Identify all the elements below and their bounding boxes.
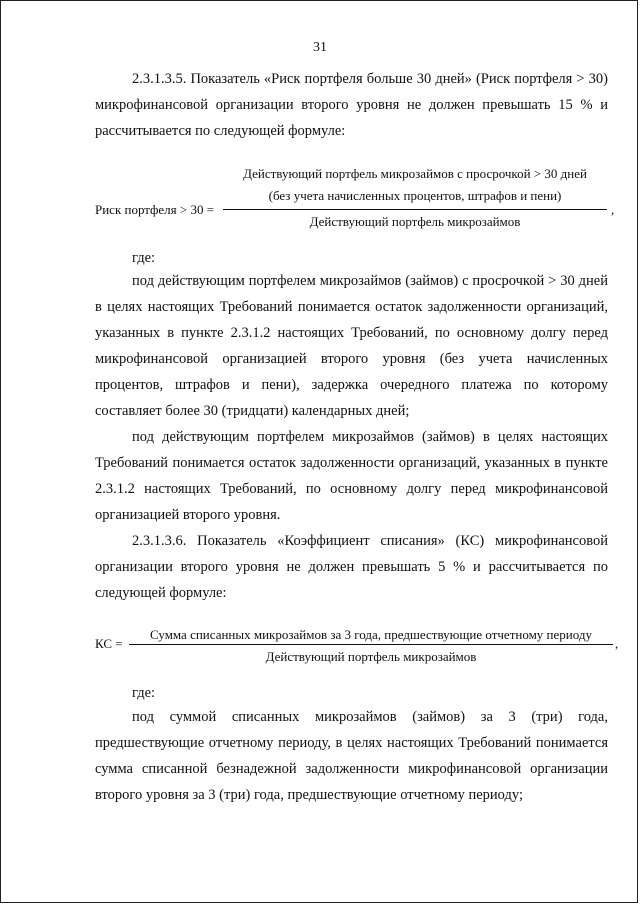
formula-1-numerator-line-2: (без учета начисленных процентов, штрафов и пени) <box>268 188 562 203</box>
definition-active-portfolio: под действующим портфелем микрозаймов (займов) в целях настоящих Требований понимается остаток задолженности организаций, указанных в пункте 2.3.1.2 настоящих Требований, по основному долгу перед микрофинансовой организацией второго уровня. <box>95 429 608 523</box>
definition-overdue-portfolio: под действующим портфелем микрозаймов (займов) с просрочкой > 30 дней в целях настоящих Требований понимается остаток задолженности организаций, указанных в пункте 2.3.1.2 настоящих Требований, по основному долгу перед микрофинансовой организацией второго уровня (без учета начисленных процентов, штрафов и пени), задержка очередного платежа по которому составляет более 30 (тридцати) календарных дней; <box>95 273 608 419</box>
formula-portfolio-risk <box>95 165 615 235</box>
formula-2-comma: , <box>615 636 619 651</box>
definition-written-off-sum: под суммой списанных микрозаймов (займов) за 3 (три) года, предшествующие отчетному периоду, в целях настоящих Требований понимается сумма списанной безнадежной задолженности микрофинансовой организации второго уровня за 3 (три) года, предшествующие отчетному периоду; <box>95 709 608 803</box>
section-2-3-1-3-6: 2.3.1.3.6. Показатель «Коэффициент списания» (КС) микрофинансовой организации второго уровня не должен превышать 5 % и рассчитывается по следующей формуле: <box>95 533 608 601</box>
formula-1-comma: , <box>611 202 615 217</box>
formula-write-off-ratio <box>95 626 619 666</box>
section-2-3-1-3-5: 2.3.1.3.5. Показатель «Риск портфеля больше 30 дней» (Риск портфеля > 30) микрофинансовой организации второго уровня не должен превышать 15 % и рассчитывается по следующей формуле: <box>95 71 608 139</box>
formula-1-numerator-line-1: Действующий портфель микрозаймов с просрочкой > 30 дней <box>243 166 587 181</box>
formula-1-lhs: Риск портфеля > 30 = <box>95 202 215 217</box>
formula-1-fraction <box>225 165 605 231</box>
formula-2-denominator: Действующий портфель микрозаймов <box>265 649 477 664</box>
where-label-2: где: <box>132 685 156 701</box>
formula-1-denominator: Действующий портфель микрозаймов <box>309 214 521 229</box>
where-label-1: где: <box>132 250 156 266</box>
page-number: 31 <box>313 40 327 55</box>
formula-2-fraction-bar <box>129 644 613 645</box>
formula-2-fraction <box>131 626 611 666</box>
formula-2-numerator: Сумма списанных микрозаймов за 3 года, предшествующие отчетному периоду <box>150 627 592 642</box>
formula-1-fraction-bar <box>223 209 607 210</box>
formula-2-lhs: КС = <box>95 636 123 651</box>
